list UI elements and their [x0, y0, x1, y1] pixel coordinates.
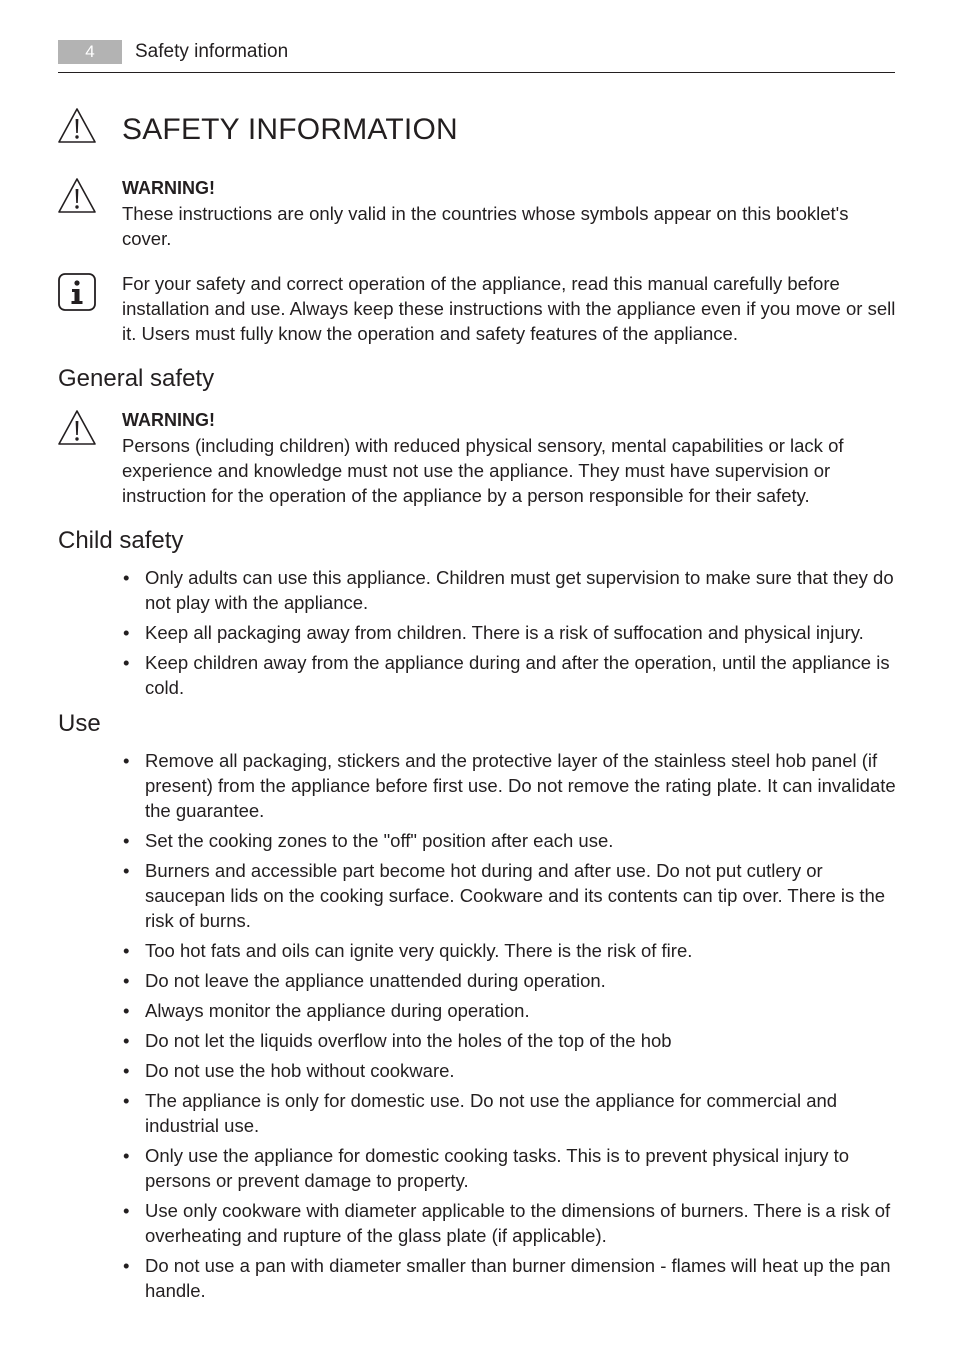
list-item-text: Remove all packaging, stickers and the protective layer of the stainless steel hob panel (if present) from the appliance before first use. Do not remove the rating plate. It can invalidate the guarantee.	[145, 750, 896, 821]
list-item	[122, 998, 896, 1023]
list-item	[122, 1058, 896, 1083]
warning-text: Persons (including children) with reduced physical sensory, mental capabilities or lack of experience and knowledge must not use the appliance. They must have supervision or instruction for the operation of the appliance by a person responsible for their safety.	[122, 435, 844, 506]
bullet: •	[123, 567, 130, 588]
list-item-text: Keep all packaging away from children. There is a risk of suffocation and physical injury.	[145, 622, 864, 643]
bullet: •	[123, 1030, 130, 1051]
use-list	[122, 748, 896, 1308]
list-item	[122, 1088, 896, 1138]
bullet: •	[123, 860, 130, 881]
list-item	[122, 968, 896, 993]
bullet: •	[123, 622, 130, 643]
general-safety-heading: General safety	[58, 365, 215, 392]
bullet: •	[123, 940, 130, 961]
bullet: •	[123, 970, 130, 991]
child-safety-list	[122, 565, 896, 705]
list-item-text: The appliance is only for domestic use. Do not use the appliance for commercial and industrial use.	[145, 1090, 838, 1136]
list-item	[122, 650, 896, 700]
list-item	[122, 828, 896, 853]
bullet: •	[123, 1200, 130, 1221]
list-item-text: Do not leave the appliance unattended during operation.	[145, 970, 606, 991]
page-title: SAFETY INFORMATION	[122, 113, 458, 146]
bullet: •	[123, 1000, 130, 1021]
info-icon	[57, 272, 97, 312]
list-item	[122, 938, 896, 963]
warning-text: These instructions are only valid in the countries whose symbols appear on this booklet's cover.	[122, 203, 849, 249]
list-item-text: Set the cooking zones to the "off" position after each use.	[145, 830, 614, 851]
bullet: •	[123, 1090, 130, 1111]
use-heading: Use	[58, 710, 101, 737]
bullet: •	[123, 1255, 130, 1276]
list-item	[122, 620, 896, 645]
intro-warning	[122, 176, 896, 251]
running-title: Safety information	[135, 41, 289, 62]
general-safety-warning	[122, 408, 896, 508]
list-item	[122, 1198, 896, 1248]
list-item-text: Do not use a pan with diameter smaller than burner dimension - flames will heat up the pan handle.	[145, 1255, 891, 1301]
bullet: •	[123, 750, 130, 771]
list-item	[122, 748, 896, 823]
list-item-text: Do not use the hob without cookware.	[145, 1060, 455, 1081]
list-item	[122, 1143, 896, 1193]
warning-triangle-icon	[57, 176, 97, 216]
list-item-text: Do not let the liquids overflow into the holes of the top of the hob	[145, 1030, 672, 1051]
list-item-text: Only use the appliance for domestic cooking tasks. This is to prevent physical injury to persons or prevent damage to property.	[145, 1145, 850, 1191]
intro-info-text: For your safety and correct operation of the appliance, read this manual carefully before installation and use. Always keep these instructions with the appliance even if you move or sell it. Users must fully know the operation and safety features of the appliance.	[122, 273, 896, 344]
list-item-text: Keep children away from the appliance during and after the operation, until the appliance is cold.	[145, 652, 890, 698]
list-item-text: Always monitor the appliance during operation.	[145, 1000, 530, 1021]
bullet: •	[123, 1060, 130, 1081]
bullet: •	[123, 1145, 130, 1166]
list-item	[122, 1253, 896, 1303]
list-item-text: Too hot fats and oils can ignite very quickly. There is the risk of fire.	[145, 940, 693, 961]
list-item	[122, 858, 896, 933]
list-item-text: Only adults can use this appliance. Children must get supervision to make sure that they do not play with the appliance.	[145, 567, 894, 613]
list-item-text: Use only cookware with diameter applicable to the dimensions of burners. There is a risk of overheating and rupture of the glass plate (if applicable).	[145, 1200, 891, 1246]
child-safety-heading: Child safety	[58, 527, 184, 554]
bullet: •	[123, 652, 130, 673]
list-item-text: Burners and accessible part become hot during and after use. Do not put cutlery or saucepan lids on the cooking surface. Cookware and its contents can tip over. There is the risk of burns.	[145, 860, 886, 931]
warning-triangle-icon	[57, 106, 97, 146]
page-number: 4	[58, 40, 122, 64]
warning-triangle-icon	[57, 408, 97, 448]
bullet: •	[123, 830, 130, 851]
list-item	[122, 565, 896, 615]
warning-label: WARNING!	[122, 178, 215, 198]
warning-label: WARNING!	[122, 410, 215, 430]
list-item	[122, 1028, 896, 1053]
page-header	[58, 40, 895, 73]
